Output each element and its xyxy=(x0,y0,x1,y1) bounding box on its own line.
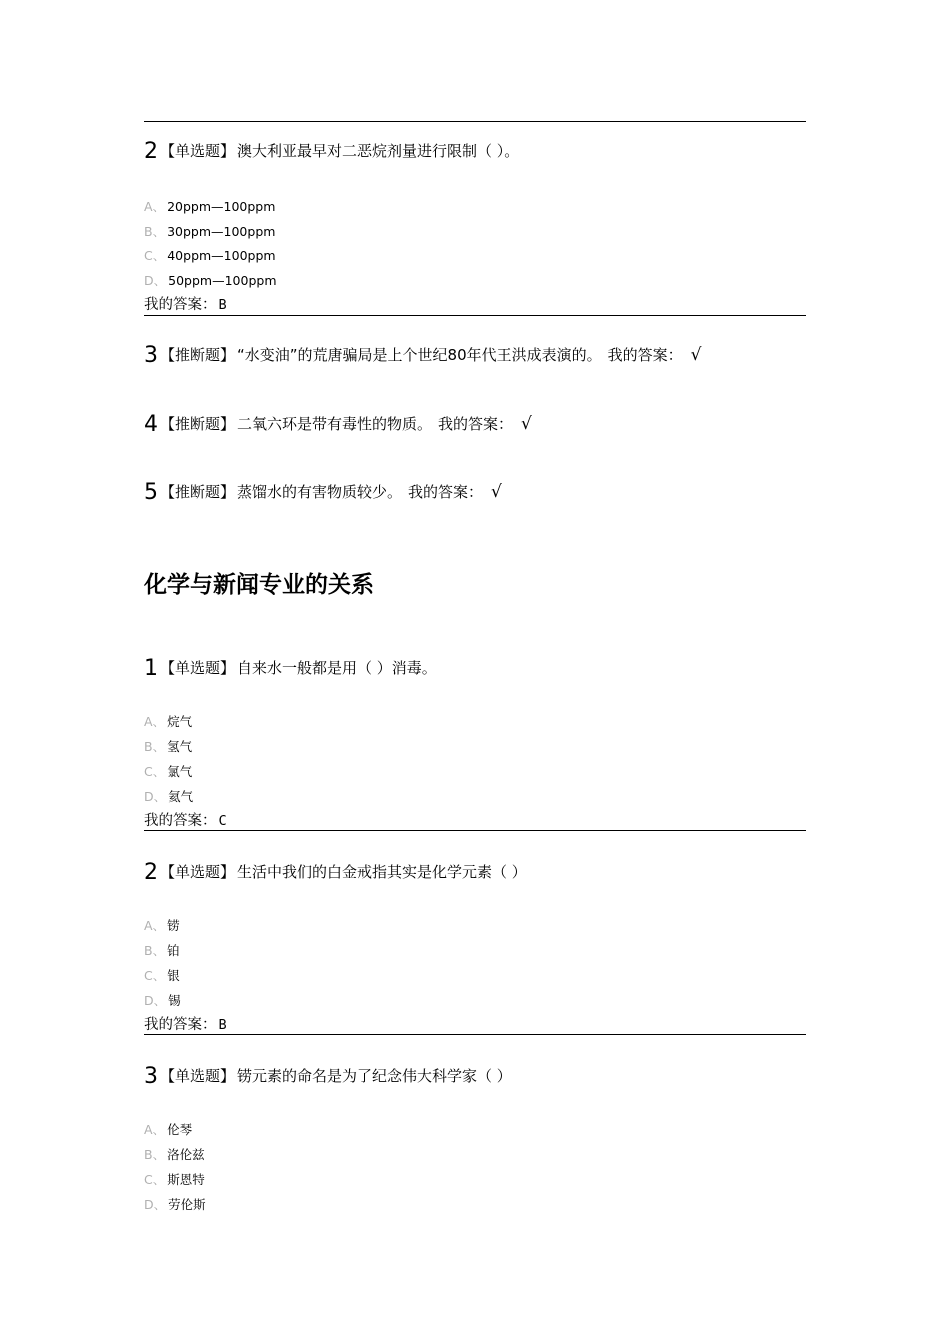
question-4 xyxy=(144,414,532,435)
option-b xyxy=(144,943,180,959)
question-3 xyxy=(144,345,702,366)
option-text: 洛伦兹 xyxy=(167,1147,205,1162)
question-type: 【推断题】 xyxy=(160,346,236,364)
question-text: 蒸馏水的有害物质较少。 xyxy=(237,483,403,501)
option-letter: A、 xyxy=(144,1122,166,1137)
option-text: 氯气 xyxy=(167,764,193,779)
option-text: 氢气 xyxy=(167,739,193,754)
question-number: 2 xyxy=(144,860,158,885)
option-letter: B、 xyxy=(144,943,166,958)
option-a xyxy=(144,918,180,934)
option-d xyxy=(144,993,181,1009)
option-letter: C、 xyxy=(144,248,166,263)
option-letter: D、 xyxy=(144,273,167,288)
option-letter: A、 xyxy=(144,714,166,729)
answer-label: 我的答案： xyxy=(607,346,683,364)
question-text: 铹元素的命名是为了纪念伟大科学家（ ） xyxy=(237,1067,512,1085)
option-letter: D、 xyxy=(144,789,167,804)
divider xyxy=(144,830,806,831)
divider xyxy=(144,1034,806,1035)
answer-label: 我的答案： xyxy=(144,297,217,313)
question-type: 【单选题】 xyxy=(160,659,236,677)
answer-label: 我的答案： xyxy=(144,813,217,829)
question-number: 3 xyxy=(144,343,158,368)
question-type: 【单选题】 xyxy=(160,1067,236,1085)
question-text: 二氧六环是带有毒性的物质。 xyxy=(237,415,433,433)
option-a xyxy=(144,199,275,215)
option-d xyxy=(144,273,277,289)
question-number: 5 xyxy=(144,480,158,505)
answer-check: √ xyxy=(491,482,502,502)
option-text: 斯恩特 xyxy=(167,1172,205,1187)
question-type: 【推断题】 xyxy=(160,415,236,433)
question-text: “水变油”的荒唐骗局是上个世纪80年代王洪成表演的。 xyxy=(237,346,602,364)
answer-label: 我的答案： xyxy=(438,415,514,433)
question-1 xyxy=(144,658,437,679)
divider xyxy=(144,315,806,316)
option-letter: C、 xyxy=(144,968,166,983)
option-text: 氦气 xyxy=(168,789,194,804)
question-type: 【推断题】 xyxy=(160,483,236,501)
option-text: 伦琴 xyxy=(167,1122,193,1137)
divider xyxy=(144,121,806,122)
option-a xyxy=(144,1122,192,1138)
option-text: 30ppm—100ppm xyxy=(167,224,276,239)
question-5 xyxy=(144,482,502,503)
option-text: 烷气 xyxy=(167,714,193,729)
question-2 xyxy=(144,862,527,883)
option-b xyxy=(144,224,275,240)
option-c xyxy=(144,1172,205,1188)
option-text: 锡 xyxy=(168,993,181,1008)
my-answer xyxy=(144,1016,227,1034)
option-letter: D、 xyxy=(144,1197,167,1212)
option-letter: A、 xyxy=(144,918,166,933)
answer-value: B xyxy=(218,1017,227,1033)
option-c xyxy=(144,248,276,264)
question-number: 2 xyxy=(144,139,158,164)
answer-label: 我的答案： xyxy=(144,1017,217,1033)
question-number: 1 xyxy=(144,656,158,681)
section-title: 化学与新闻专业的关系 xyxy=(144,572,374,598)
option-text: 劳伦斯 xyxy=(168,1197,206,1212)
my-answer xyxy=(144,296,227,314)
question-3 xyxy=(144,1066,512,1087)
question-text: 生活中我们的白金戒指其实是化学元素（ ） xyxy=(237,863,527,881)
option-a xyxy=(144,714,192,730)
option-letter: C、 xyxy=(144,764,166,779)
question-2 xyxy=(144,141,519,162)
question-number: 3 xyxy=(144,1064,158,1089)
option-text: 40ppm—100ppm xyxy=(167,248,276,263)
option-letter: B、 xyxy=(144,739,166,754)
question-number: 4 xyxy=(144,412,158,437)
option-text: 银 xyxy=(167,968,180,983)
answer-value: C xyxy=(218,813,227,829)
option-d xyxy=(144,1197,206,1213)
option-letter: B、 xyxy=(144,224,166,239)
answer-check: √ xyxy=(690,345,702,365)
option-c xyxy=(144,968,180,984)
question-type: 【单选题】 xyxy=(160,863,236,881)
option-letter: D、 xyxy=(144,993,167,1008)
option-letter: A、 xyxy=(144,199,166,214)
option-b xyxy=(144,1147,205,1163)
answer-label: 我的答案： xyxy=(408,483,484,501)
question-type: 【单选题】 xyxy=(160,142,236,160)
answer-value: B xyxy=(218,297,227,313)
answer-check: √ xyxy=(521,414,532,434)
my-answer xyxy=(144,812,227,830)
option-b xyxy=(144,739,192,755)
option-text: 铂 xyxy=(167,943,180,958)
option-text: 50ppm—100ppm xyxy=(168,273,277,288)
option-text: 20ppm—100ppm xyxy=(167,199,276,214)
question-text: 自来水一般都是用（ ）消毒。 xyxy=(237,659,437,677)
option-text: 铹 xyxy=(167,918,180,933)
option-c xyxy=(144,764,192,780)
option-d xyxy=(144,789,193,805)
option-letter: C、 xyxy=(144,1172,166,1187)
option-letter: B、 xyxy=(144,1147,166,1162)
question-text: 澳大利亚最早对二恶烷剂量进行限制（ ）。 xyxy=(237,142,520,160)
